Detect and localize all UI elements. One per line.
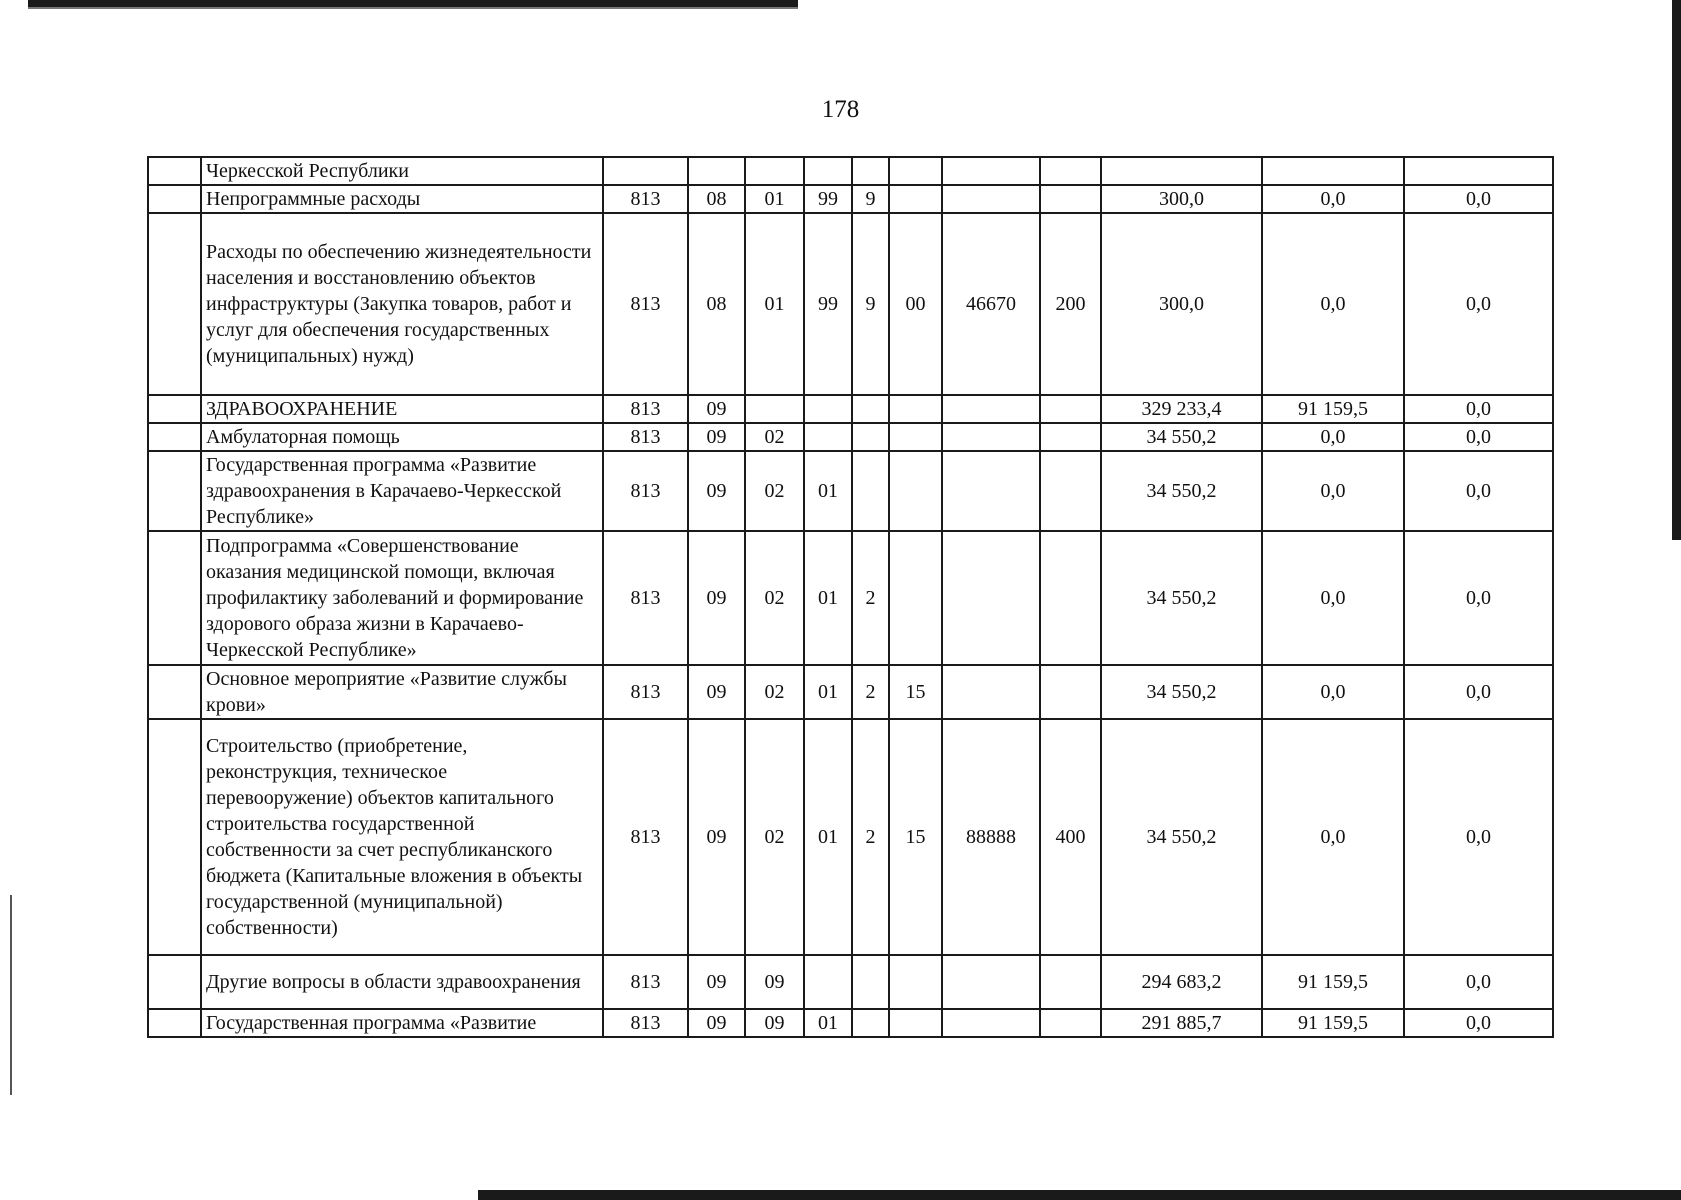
row-name-cell: Расходы по обеспечению жизнедеятельности населения и восстановлению объектов инфраструктуры (Закупка товаров, работ и услуг для обеспечения государственных (муниципальных) нужд) bbox=[201, 213, 603, 395]
row-code-cell: 9 bbox=[852, 185, 889, 213]
scan-edge-top-thin bbox=[28, 7, 798, 9]
table-row bbox=[148, 719, 1553, 955]
row-sum-cell bbox=[1262, 157, 1404, 185]
row-code-cell: 02 bbox=[745, 719, 804, 955]
row-blank-cell bbox=[148, 157, 201, 185]
row-code-cell: 9 bbox=[852, 213, 889, 395]
budget-table bbox=[147, 156, 1554, 1038]
table-row bbox=[148, 1009, 1553, 1037]
row-code-cell bbox=[1040, 955, 1101, 1009]
row-sum-cell: 91 159,5 bbox=[1262, 955, 1404, 1009]
row-code-cell bbox=[852, 157, 889, 185]
row-code-cell: 09 bbox=[745, 1009, 804, 1037]
row-code-cell: 813 bbox=[603, 185, 688, 213]
row-code-cell bbox=[1040, 451, 1101, 531]
table-body bbox=[148, 157, 1553, 1037]
row-code-cell bbox=[942, 157, 1040, 185]
page-number: 178 bbox=[821, 96, 860, 123]
row-sum-cell: 329 233,4 bbox=[1101, 395, 1262, 423]
row-code-cell bbox=[942, 665, 1040, 719]
row-code-cell bbox=[852, 955, 889, 1009]
row-code-cell bbox=[745, 395, 804, 423]
row-blank-cell bbox=[148, 531, 201, 665]
row-sum-cell: 0,0 bbox=[1262, 531, 1404, 665]
row-name-cell: Основное мероприятие «Развитие службы крови» bbox=[201, 665, 603, 719]
row-code-cell: 02 bbox=[745, 423, 804, 451]
row-code-cell bbox=[1040, 395, 1101, 423]
row-code-cell bbox=[1040, 157, 1101, 185]
row-name-cell: Подпрограмма «Совершенствование оказания медицинской помощи, включая профилактику заболеваний и формирование здорового образа жизни в Карачаево-Черкесской Республике» bbox=[201, 531, 603, 665]
row-sum-cell: 91 159,5 bbox=[1262, 395, 1404, 423]
scan-mark-left bbox=[10, 895, 12, 1095]
row-sum-cell: 34 550,2 bbox=[1101, 719, 1262, 955]
row-sum-cell: 0,0 bbox=[1262, 185, 1404, 213]
row-blank-cell bbox=[148, 395, 201, 423]
row-code-cell bbox=[603, 157, 688, 185]
row-sum-cell: 34 550,2 bbox=[1101, 423, 1262, 451]
row-code-cell: 01 bbox=[804, 665, 852, 719]
table-row bbox=[148, 423, 1553, 451]
row-blank-cell bbox=[148, 665, 201, 719]
row-code-cell: 46670 bbox=[942, 213, 1040, 395]
table-row bbox=[148, 955, 1553, 1009]
row-code-cell: 813 bbox=[603, 531, 688, 665]
row-name-cell: Непрограммные расходы bbox=[201, 185, 603, 213]
row-code-cell: 2 bbox=[852, 531, 889, 665]
row-code-cell: 08 bbox=[688, 213, 745, 395]
row-code-cell: 09 bbox=[688, 451, 745, 531]
row-code-cell: 09 bbox=[688, 395, 745, 423]
row-code-cell bbox=[942, 955, 1040, 1009]
row-code-cell: 01 bbox=[745, 185, 804, 213]
row-code-cell bbox=[804, 157, 852, 185]
row-blank-cell bbox=[148, 955, 201, 1009]
table-row bbox=[148, 213, 1553, 395]
row-code-cell bbox=[889, 1009, 942, 1037]
row-sum-cell: 0,0 bbox=[1262, 719, 1404, 955]
row-code-cell: 09 bbox=[688, 1009, 745, 1037]
row-code-cell bbox=[942, 185, 1040, 213]
row-code-cell bbox=[852, 423, 889, 451]
row-code-cell: 15 bbox=[889, 665, 942, 719]
row-code-cell bbox=[942, 451, 1040, 531]
table-row bbox=[148, 395, 1553, 423]
row-code-cell: 09 bbox=[688, 423, 745, 451]
row-name-cell: Другие вопросы в области здравоохранения bbox=[201, 955, 603, 1009]
row-sum-cell: 91 159,5 bbox=[1262, 1009, 1404, 1037]
row-sum-cell: 0,0 bbox=[1262, 665, 1404, 719]
row-name-cell: ЗДРАВООХРАНЕНИЕ bbox=[201, 395, 603, 423]
row-code-cell: 01 bbox=[804, 451, 852, 531]
row-code-cell bbox=[889, 423, 942, 451]
row-code-cell: 15 bbox=[889, 719, 942, 955]
row-code-cell: 200 bbox=[1040, 213, 1101, 395]
row-sum-cell: 0,0 bbox=[1404, 665, 1553, 719]
row-sum-cell: 300,0 bbox=[1101, 185, 1262, 213]
row-code-cell: 09 bbox=[745, 955, 804, 1009]
row-code-cell bbox=[942, 531, 1040, 665]
row-code-cell: 813 bbox=[603, 213, 688, 395]
row-sum-cell bbox=[1404, 157, 1553, 185]
row-code-cell: 02 bbox=[745, 451, 804, 531]
row-code-cell bbox=[942, 1009, 1040, 1037]
row-code-cell bbox=[804, 395, 852, 423]
row-code-cell: 02 bbox=[745, 531, 804, 665]
row-code-cell bbox=[852, 395, 889, 423]
row-sum-cell: 0,0 bbox=[1404, 395, 1553, 423]
row-code-cell: 99 bbox=[804, 185, 852, 213]
row-sum-cell: 0,0 bbox=[1404, 1009, 1553, 1037]
row-code-cell: 88888 bbox=[942, 719, 1040, 955]
row-code-cell bbox=[852, 451, 889, 531]
row-sum-cell: 0,0 bbox=[1404, 213, 1553, 395]
row-code-cell bbox=[889, 395, 942, 423]
row-code-cell: 813 bbox=[603, 451, 688, 531]
row-sum-cell: 0,0 bbox=[1262, 451, 1404, 531]
row-code-cell: 813 bbox=[603, 423, 688, 451]
row-code-cell bbox=[889, 157, 942, 185]
table-row bbox=[148, 665, 1553, 719]
row-name-cell: Амбулаторная помощь bbox=[201, 423, 603, 451]
row-sum-cell bbox=[1101, 157, 1262, 185]
row-blank-cell bbox=[148, 185, 201, 213]
row-sum-cell: 294 683,2 bbox=[1101, 955, 1262, 1009]
row-code-cell bbox=[1040, 531, 1101, 665]
row-code-cell: 02 bbox=[745, 665, 804, 719]
row-code-cell bbox=[1040, 665, 1101, 719]
row-code-cell bbox=[889, 185, 942, 213]
row-code-cell: 01 bbox=[745, 213, 804, 395]
row-sum-cell: 0,0 bbox=[1404, 955, 1553, 1009]
row-code-cell: 813 bbox=[603, 1009, 688, 1037]
row-code-cell: 813 bbox=[603, 719, 688, 955]
row-code-cell bbox=[889, 955, 942, 1009]
row-code-cell bbox=[889, 451, 942, 531]
table-row bbox=[148, 185, 1553, 213]
row-code-cell bbox=[688, 157, 745, 185]
row-code-cell: 09 bbox=[688, 955, 745, 1009]
row-name-cell: Государственная программа «Развитие здравоохранения в Карачаево-Черкесской Республике» bbox=[201, 451, 603, 531]
row-code-cell: 00 bbox=[889, 213, 942, 395]
row-code-cell: 01 bbox=[804, 531, 852, 665]
row-sum-cell: 34 550,2 bbox=[1101, 665, 1262, 719]
row-blank-cell bbox=[148, 719, 201, 955]
row-code-cell: 01 bbox=[804, 719, 852, 955]
row-blank-cell bbox=[148, 213, 201, 395]
row-code-cell bbox=[804, 955, 852, 1009]
row-code-cell: 813 bbox=[603, 395, 688, 423]
row-code-cell: 08 bbox=[688, 185, 745, 213]
row-blank-cell bbox=[148, 423, 201, 451]
row-code-cell: 813 bbox=[603, 665, 688, 719]
row-sum-cell: 291 885,7 bbox=[1101, 1009, 1262, 1037]
row-code-cell bbox=[942, 423, 1040, 451]
table-row bbox=[148, 451, 1553, 531]
row-code-cell: 400 bbox=[1040, 719, 1101, 955]
row-code-cell bbox=[1040, 185, 1101, 213]
row-sum-cell: 34 550,2 bbox=[1101, 451, 1262, 531]
row-sum-cell: 0,0 bbox=[1404, 423, 1553, 451]
row-code-cell: 09 bbox=[688, 719, 745, 955]
row-code-cell: 09 bbox=[688, 531, 745, 665]
row-sum-cell: 0,0 bbox=[1404, 451, 1553, 531]
row-name-cell: Государственная программа «Развитие bbox=[201, 1009, 603, 1037]
row-code-cell: 2 bbox=[852, 719, 889, 955]
row-sum-cell: 0,0 bbox=[1404, 719, 1553, 955]
row-code-cell: 2 bbox=[852, 665, 889, 719]
row-blank-cell bbox=[148, 1009, 201, 1037]
row-code-cell bbox=[1040, 1009, 1101, 1037]
row-sum-cell: 0,0 bbox=[1262, 213, 1404, 395]
row-code-cell bbox=[889, 531, 942, 665]
scan-edge-bottom bbox=[478, 1190, 1681, 1200]
scan-edge-right bbox=[1672, 0, 1681, 540]
table-row bbox=[148, 531, 1553, 665]
row-code-cell bbox=[942, 395, 1040, 423]
table-row bbox=[148, 157, 1553, 185]
row-sum-cell: 0,0 bbox=[1262, 423, 1404, 451]
row-code-cell bbox=[852, 1009, 889, 1037]
row-name-cell: Строительство (приобретение, реконструкция, техническое перевооружение) объектов капитального строительства государственной собственности за счет республиканского бюджета (Капитальные вложения в объекты государственной (муниципальной) собственности) bbox=[201, 719, 603, 955]
row-name-cell: Черкесской Республики bbox=[201, 157, 603, 185]
row-sum-cell: 300,0 bbox=[1101, 213, 1262, 395]
row-code-cell bbox=[745, 157, 804, 185]
row-blank-cell bbox=[148, 451, 201, 531]
row-code-cell bbox=[1040, 423, 1101, 451]
row-code-cell: 09 bbox=[688, 665, 745, 719]
row-code-cell: 99 bbox=[804, 213, 852, 395]
row-code-cell: 01 bbox=[804, 1009, 852, 1037]
row-sum-cell: 0,0 bbox=[1404, 531, 1553, 665]
row-code-cell bbox=[804, 423, 852, 451]
scan-edge-top bbox=[28, 0, 798, 7]
row-sum-cell: 34 550,2 bbox=[1101, 531, 1262, 665]
row-sum-cell: 0,0 bbox=[1404, 185, 1553, 213]
row-code-cell: 813 bbox=[603, 955, 688, 1009]
